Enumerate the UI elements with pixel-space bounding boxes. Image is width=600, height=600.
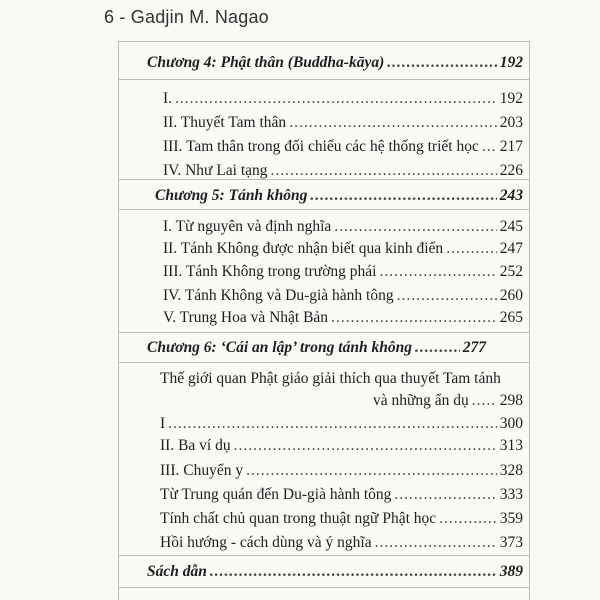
entry-title: IV. Tánh Không và Du-già hành tông	[163, 287, 394, 304]
toc-entry[interactable]	[119, 534, 529, 552]
entry-title: I.	[163, 90, 173, 107]
leader-dots	[397, 287, 497, 305]
page-number: 192	[499, 90, 523, 107]
entry-title: và những ẩn dụ	[373, 392, 469, 409]
leader-dots	[210, 563, 497, 581]
leader-dots	[387, 54, 497, 72]
index-heading[interactable]	[119, 563, 529, 581]
leader-dots	[446, 240, 497, 258]
page-number: 313	[499, 437, 523, 454]
toc-entry[interactable]	[119, 240, 529, 258]
entry-title: V. Trung Hoa và Nhật Bản	[163, 309, 329, 326]
entry-title: III. Chuyển y	[160, 462, 244, 479]
page-number: 389	[499, 563, 523, 580]
toc-entry[interactable]	[119, 437, 529, 455]
page-number: 252	[499, 263, 523, 280]
entry-title: III. Tam thân trong đối chiếu các hệ thống triết học	[163, 138, 479, 155]
entry-title: II. Ba ví dụ	[160, 437, 231, 454]
entry-title: Hồi hướng - cách dùng và ý nghĩa	[160, 534, 372, 551]
toc-entry[interactable]	[119, 218, 529, 236]
chapter-5-heading[interactable]	[119, 187, 529, 205]
chapter-title: Sách dẫn	[147, 563, 207, 580]
leader-dots	[472, 392, 497, 410]
divider	[119, 332, 529, 333]
page-number: 243	[499, 187, 523, 204]
leader-dots	[415, 339, 460, 357]
leader-dots	[246, 462, 497, 480]
entry-title: Tính chất chủ quan trong thuật ngữ Phật học	[160, 510, 437, 527]
page-number: 247	[499, 240, 523, 257]
divider	[119, 587, 529, 588]
page-number: 300	[499, 415, 523, 432]
toc-entry[interactable]	[119, 486, 529, 504]
page-number: 217	[499, 138, 523, 155]
divider	[119, 79, 529, 80]
leader-dots	[375, 534, 497, 552]
leader-dots	[289, 114, 497, 132]
chapter-4-heading[interactable]	[119, 54, 529, 72]
leader-dots	[175, 90, 497, 108]
toc-entry[interactable]	[119, 462, 529, 480]
chapter-6-heading[interactable]	[119, 339, 529, 357]
toc-entry[interactable]	[119, 510, 529, 528]
divider	[119, 555, 529, 556]
toc-entry[interactable]	[119, 415, 529, 433]
leader-dots	[271, 162, 497, 180]
leader-dots	[168, 415, 497, 433]
entry-title: Từ Trung quán đến Du-già hành tông	[160, 486, 392, 503]
toc-entry[interactable]	[119, 114, 529, 132]
page-number: 359	[499, 510, 523, 527]
entry-title: IV. Như Lai tạng	[163, 162, 268, 179]
toc-entry[interactable]	[119, 392, 529, 410]
page-number: 203	[499, 114, 523, 131]
leader-dots	[234, 437, 497, 455]
divider	[119, 209, 529, 210]
toc-entry[interactable]	[119, 263, 529, 281]
leader-dots	[394, 486, 496, 504]
page-number: 245	[499, 218, 523, 235]
leader-dots	[310, 187, 496, 205]
toc-entry[interactable]	[119, 90, 529, 108]
page-number: 373	[499, 534, 523, 551]
page-number: 333	[499, 486, 523, 503]
leader-dots	[334, 218, 496, 236]
entry-title: II. Tánh Không được nhận biết qua kinh điển	[163, 240, 444, 257]
leader-dots	[482, 138, 497, 156]
page-number: 328	[499, 462, 523, 479]
page-number: 265	[499, 309, 523, 326]
toc-entry[interactable]	[119, 287, 529, 305]
table-of-contents	[118, 41, 530, 600]
entry-title: III. Tánh Không trong trường phái	[163, 263, 377, 280]
divider	[119, 179, 529, 180]
toc-entry-line1[interactable]: Thế giới quan Phật giáo giải thích qua thuyết Tam tánh	[160, 370, 501, 387]
divider	[119, 362, 529, 363]
chapter-title: Chương 5: Tánh không	[155, 187, 308, 204]
toc-entry[interactable]	[119, 138, 529, 156]
page-number: 192	[499, 54, 523, 71]
entry-title: I. Từ nguyên và định nghĩa	[163, 218, 332, 235]
chapter-title: Chương 4: Phật thân (Buddha-kāya)	[147, 54, 385, 71]
running-head: 6 - Gadjin M. Nagao	[104, 7, 269, 27]
chapter-title: Chương 6: ‘Cái an lập’ trong tánh không	[147, 339, 412, 356]
toc-entry[interactable]	[119, 309, 529, 327]
page-number: 226	[499, 162, 523, 179]
leader-dots	[379, 263, 496, 281]
page-number: 298	[499, 392, 523, 409]
toc-entry[interactable]	[119, 162, 529, 180]
leader-dots	[439, 510, 497, 528]
page-number: 260	[499, 287, 523, 304]
entry-title: I	[160, 415, 166, 432]
page-number: 277	[462, 339, 486, 356]
leader-dots	[331, 309, 497, 327]
entry-title: II. Thuyết Tam thân	[163, 114, 287, 131]
